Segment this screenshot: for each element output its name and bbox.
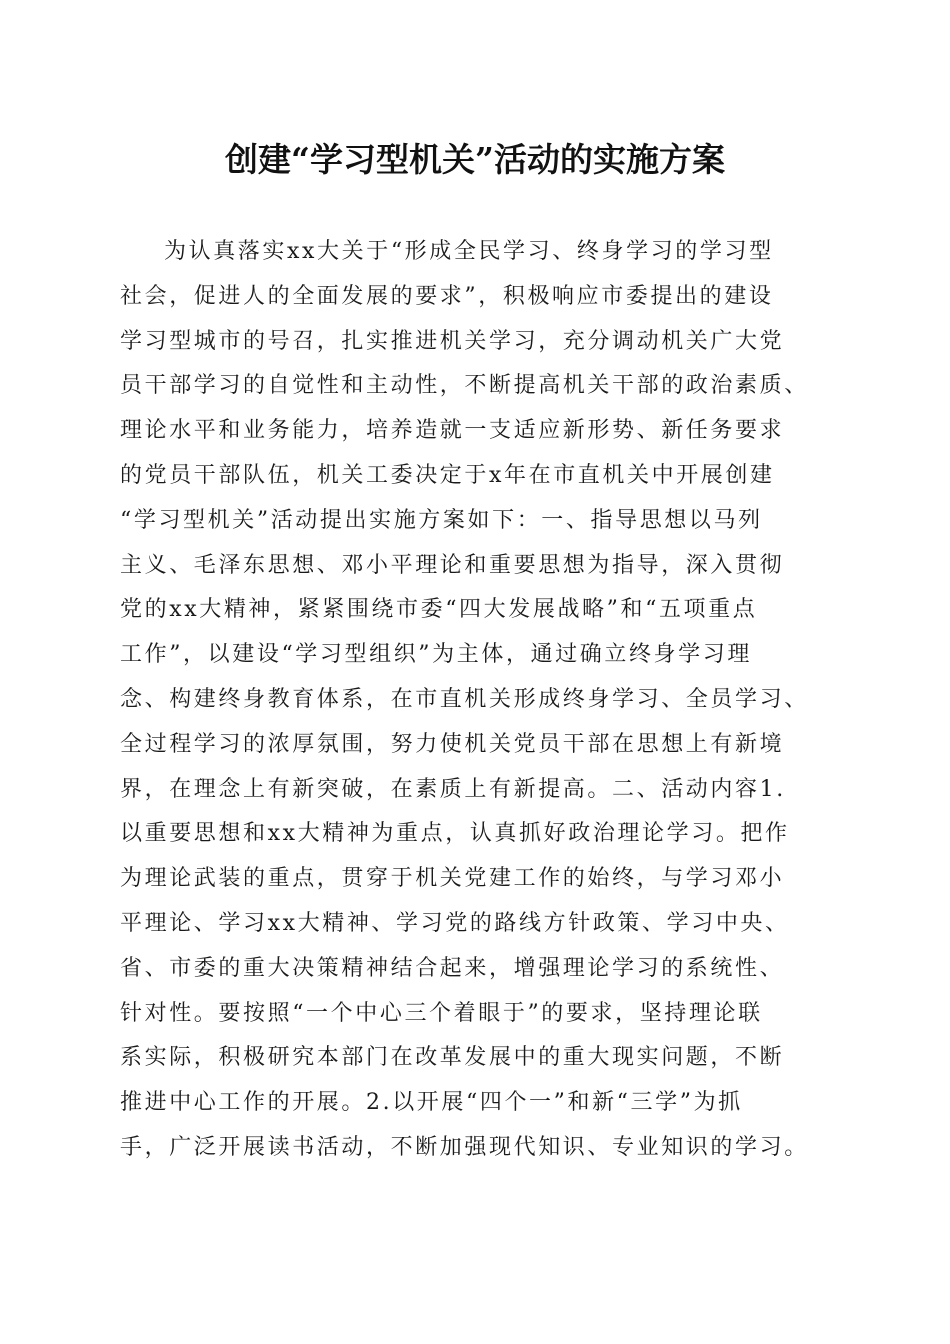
body-line: 系实际，积极研究本部门在改革发展中的重大现实问题，不断 [120,1045,785,1071]
body-line: 为理论武装的重点，贯穿于机关党建工作的始终，与学习邓小 [120,866,785,892]
document-title: 创建“学习型机关”活动的实施方案 [225,140,725,179]
document-body [120,230,840,1171]
body-line: 的党员干部队伍，机关工委决定于x年在市直机关中开展创建 [120,462,775,488]
body-line: 理论水平和业务能力，培养造就一支适应新形势、新任务要求 [120,418,785,444]
body-line: 界，在理念上有新突破，在素质上有新提高。二、活动内容1. [120,776,786,802]
body-line: 念、构建终身教育体系，在市直机关形成终身学习、全员学习、 [120,686,809,712]
body-line: 手，广泛开展读书活动，不断加强现代知识、专业知识的学习。 [120,1134,809,1160]
body-line: 推进中心工作的开展。2.以开展“四个一”和新“三学”为抓 [120,1090,743,1116]
body-line: 社会，促进人的全面发展的要求”，积极响应市委提出的建设 [120,283,774,309]
body-line: 全过程学习的浓厚氛围，努力使机关党员干部在思想上有新境 [120,731,785,757]
body-line: “学习型机关”活动提出实施方案如下：一、指导思想以马列 [120,507,763,533]
body-line: 针对性。要按照“一个中心三个着眼于”的要求，坚持理论联 [120,1000,763,1026]
body-line: 工作”，以建设“学习型组织”为主体，通过确立终身学习理 [120,642,752,668]
body-line: 员干部学习的自觉性和主动性，不断提高机关干部的政治素质、 [120,373,809,399]
body-line: 以重要思想和xx大精神为重点，认真抓好政治理论学习。把作 [120,821,790,847]
body-line: 主义、毛泽东思想、邓小平理论和重要思想为指导，深入贯彻 [120,552,785,578]
body-line: 党的xx大精神，紧紧围绕市委“四大发展战略”和“五项重点 [120,597,758,623]
body-line: 学习型城市的号召，扎实推进机关学习，充分调动机关广大党 [120,328,785,354]
body-line: 平理论、学习xx大精神、学习党的路线方针政策、学习中央、 [120,910,790,936]
body-line: 省、市委的重大决策精神结合起来，增强理论学习的系统性、 [120,955,785,981]
body-line: 为认真落实xx大关于“形成全民学习、终身学习的学习型 [164,239,774,264]
